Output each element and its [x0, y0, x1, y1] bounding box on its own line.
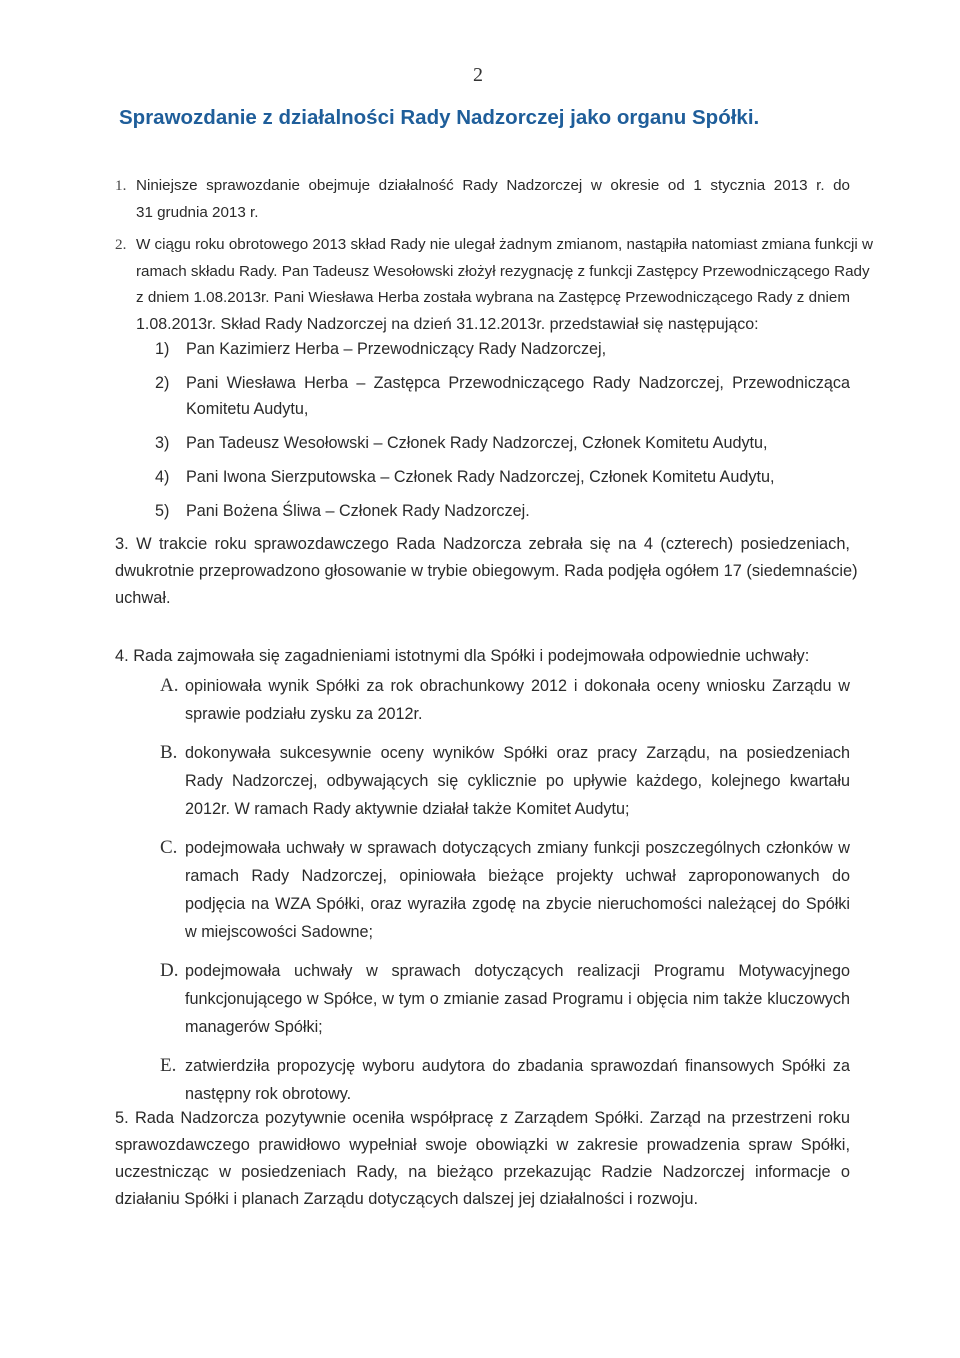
list-item-number: 1)	[155, 340, 170, 358]
list-item-number: 4)	[155, 468, 170, 486]
list-item-letter: C.	[160, 837, 178, 858]
list-item	[160, 739, 850, 823]
list-item-text: 2012r. W ramach Rady aktywnie działał także Komitet Audytu;	[185, 800, 630, 818]
section-3-line: 3. W trakcie roku sprawozdawczego Rada Nadzorcza zebrała się na 4 (czterech) posiedzeniach,	[115, 535, 850, 553]
list-item	[160, 672, 850, 728]
list-item-text: zatwierdziła propozycję wyboru audytora do zbadania sprawozdań finansowych Spółki za	[185, 1057, 850, 1075]
list-item-text: Pani Wiesława Herba – Zastępca Przewodniczącego Rady Nadzorczej, Przewodnicząca	[186, 374, 850, 392]
section-2-line: ramach składu Rady. Pan Tadeusz Wesołowski złożył rezygnację z funkcji Zastępcy Przewodniczącego Rady	[136, 262, 870, 280]
list-item-text: ramach Rady Nadzorczej, opiniowała bieżące projekty uchwał zaproponowanych do	[185, 867, 850, 885]
list-item	[155, 430, 850, 456]
list-item-text: opiniowała wynik Spółki za rok obrachunkowy 2012 i dokonała oceny wniosku Zarządu w	[185, 677, 850, 695]
list-item-letter: D.	[160, 960, 179, 981]
section-2-line: 1.08.2013r. Skład Rady Nadzorczej na dzień 31.12.2013r. przedstawiał się następująco:	[136, 315, 759, 333]
board-members-list	[155, 336, 850, 532]
list-item-text: sprawie podziału zysku za 2012r.	[185, 705, 423, 723]
list-item-letter: A.	[160, 675, 179, 696]
section-2-line: W ciągu roku obrotowego 2013 skład Rady nie ulegał żadnym zmianom, nastąpiła natomiast zmiana funkcji w	[136, 236, 873, 253]
list-item-text: Rady Nadzorczej, odbywających się cyklicznie po upływie każdego, kolejnego kwartału	[185, 772, 850, 790]
section-4-intro: 4. Rada zajmowała się zagadnieniami istotnymi dla Spółki i podejmowała odpowiednie uchwały:	[115, 647, 810, 665]
list-item-text: dokonywała sukcesywnie oceny wyników Spółki oraz pracy Zarządu, na posiedzeniach	[185, 744, 850, 762]
list-item-text: Pani Bożena Śliwa – Członek Rady Nadzorczej.	[186, 502, 530, 520]
list-item	[160, 834, 850, 946]
list-item-letter: B.	[160, 742, 178, 763]
section-2-line: z dniem 1.08.2013r. Pani Wiesława Herba została wybrana na Zastępcę Przewodniczącego Rady z dniem	[136, 289, 850, 306]
section-3-line: uchwał.	[115, 589, 171, 607]
section-5-line: 5. Rada Nadzorcza pozytywnie oceniła współpracę z Zarządem Spółki. Zarząd na przestrzeni roku	[115, 1109, 850, 1127]
list-item-text: managerów Spółki;	[185, 1018, 323, 1036]
list-item-text: podejmowała uchwały w sprawach dotyczących zmiany funkcji poszczególnych członków w	[185, 839, 850, 857]
list-item-text: następny rok obrotowy.	[185, 1085, 352, 1103]
section-3	[115, 531, 858, 612]
section-5-line: działaniu Spółki i planach Zarządu dotyczących dalszej jej działalności i rozwoju.	[115, 1190, 699, 1208]
list-item	[160, 957, 850, 1041]
list-item-text: Pan Kazimierz Herba – Przewodniczący Rady Nadzorczej,	[186, 340, 607, 358]
section-1-line: Niniejsze sprawozdanie obejmuje działalność Rady Nadzorczej w okresie od 1 stycznia 2013 r. do	[136, 177, 850, 194]
list-item-text: Pan Tadeusz Wesołowski – Członek Rady Nadzorczej, Członek Komitetu Audytu,	[186, 434, 768, 452]
section-1-number: 1.	[115, 177, 127, 194]
section-1-line: 31 grudnia 2013 r.	[136, 203, 259, 221]
section-5-line: uczestnicząc w posiedzeniach Rady, na bieżąco przekazując Radzie Nadzorczej informacje o	[115, 1163, 850, 1181]
list-item-text: funkcjonującego w Spółce, w tym o zmianie zasad Programu i objęcia nim także kluczowych	[185, 990, 850, 1008]
list-item-number: 5)	[155, 502, 170, 520]
page-number: 2	[473, 64, 483, 86]
list-item-number: 3)	[155, 434, 170, 452]
list-item-number: 2)	[155, 374, 170, 392]
section-5	[115, 1105, 850, 1213]
list-item-text: podejmowała uchwały w sprawach dotyczących realizacji Programu Motywacyjnego	[185, 962, 850, 980]
section-4	[115, 643, 850, 670]
page-title: Sprawozdanie z działalności Rady Nadzorczej jako organu Spółki.	[119, 106, 760, 129]
list-item-text: Pani Iwona Sierzputowska – Członek Rady Nadzorczej, Członek Komitetu Audytu,	[186, 468, 775, 486]
section-2	[115, 232, 873, 338]
list-item-letter: E.	[160, 1055, 177, 1076]
list-item-text: Komitetu Audytu,	[186, 400, 309, 418]
section-2-number: 2.	[115, 236, 127, 253]
list-item-text: podjęcia na WZA Spółki, oraz wyraziła zgodę na zbycie nieruchomości należącej do Spółki	[185, 895, 850, 913]
list-item	[155, 370, 850, 422]
section-5-line: sprawozdawczego prawidłowo wypełniał swoje obowiązki w zakresie prowadzenia spraw Spółki,	[115, 1136, 850, 1154]
list-item-text: w miejscowości Sadowne;	[185, 923, 374, 941]
resolutions-list	[160, 672, 850, 1119]
section-3-line: dwukrotnie przeprowadzono głosowanie w trybie obiegowym. Rada podjęła ogółem 17 (siedemnaście)	[115, 562, 858, 580]
list-item	[155, 498, 850, 524]
list-item	[155, 464, 850, 490]
list-item	[155, 336, 850, 362]
list-item	[160, 1052, 850, 1108]
section-1	[115, 173, 850, 226]
